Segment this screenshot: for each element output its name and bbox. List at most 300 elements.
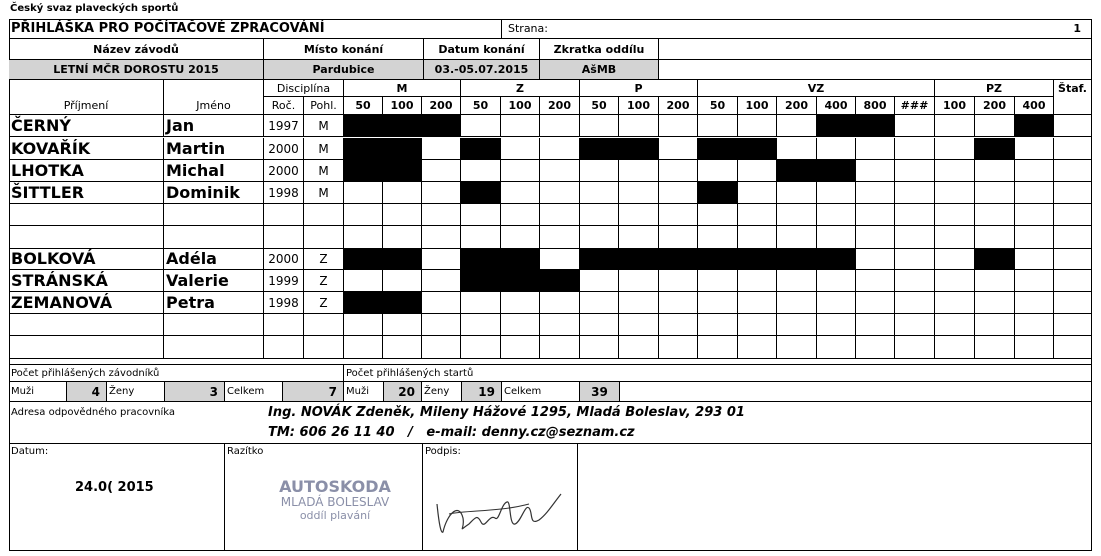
- entry-empty: [422, 314, 461, 336]
- entry-filled: [344, 115, 383, 137]
- entry-empty: [1015, 336, 1054, 359]
- entry-empty: [659, 138, 698, 160]
- entry-empty: [975, 182, 1015, 204]
- entry-empty: [856, 138, 895, 160]
- entry-empty: [895, 226, 935, 249]
- entry-empty: [975, 226, 1015, 249]
- sex-cell: Z: [304, 292, 344, 314]
- sex-cell: M: [304, 160, 344, 182]
- distance-header: 50: [698, 97, 738, 115]
- relay-subheader: [1054, 97, 1092, 115]
- year-cell: 2000: [264, 138, 304, 160]
- entry-empty: [659, 292, 698, 314]
- relay-cell: [1054, 292, 1092, 314]
- competitors-count-label: Počet přihlášených závodníků: [9, 365, 344, 382]
- entry-empty: [344, 204, 383, 226]
- relay-cell: [1054, 314, 1092, 336]
- total-label: Celkem: [502, 382, 580, 402]
- year-cell: 2000: [264, 160, 304, 182]
- entry-filled: [501, 248, 540, 270]
- page-value: 1: [1073, 22, 1081, 35]
- entry-filled: [777, 248, 817, 270]
- relay-cell: [1054, 115, 1092, 137]
- entry-empty: [698, 115, 738, 137]
- relay-cell: [1054, 182, 1092, 204]
- distance-header: 100: [935, 97, 975, 115]
- entry-empty: [975, 336, 1015, 359]
- relay-cell: [1054, 160, 1092, 182]
- distance-header: 100: [738, 97, 777, 115]
- women-competitors-value: 3: [165, 382, 225, 402]
- entry-empty: [540, 204, 580, 226]
- surname-cell: [9, 204, 164, 226]
- distance-header: 100: [383, 97, 422, 115]
- entry-empty: [698, 226, 738, 249]
- surname-cell: LHOTKA: [9, 160, 164, 182]
- entry-empty: [383, 314, 422, 336]
- entry-empty: [383, 336, 422, 359]
- entry-empty: [422, 292, 461, 314]
- entry-empty: [738, 182, 777, 204]
- entry-empty: [422, 204, 461, 226]
- surname-cell: KOVAŘÍK: [9, 138, 164, 160]
- distance-header: 200: [659, 97, 698, 115]
- club-code-label: Zkratka oddílu: [540, 39, 659, 60]
- entry-empty: [935, 160, 975, 182]
- entry-empty: [856, 292, 895, 314]
- entry-filled: [738, 138, 777, 160]
- relay-cell: [1054, 336, 1092, 359]
- entry-empty: [422, 270, 461, 292]
- entry-empty: [383, 182, 422, 204]
- firstname-cell: Martin: [164, 138, 264, 160]
- entry-empty: [975, 204, 1015, 226]
- entry-empty: [344, 226, 383, 249]
- entry-filled: [659, 248, 698, 270]
- entry-empty: [698, 160, 738, 182]
- entry-filled: [1015, 115, 1054, 137]
- entry-empty: [422, 160, 461, 182]
- sex-cell: [304, 226, 344, 249]
- entry-filled: [738, 248, 777, 270]
- entry-empty: [777, 182, 817, 204]
- surname-cell: [9, 226, 164, 249]
- entry-empty: [619, 115, 659, 137]
- entry-form: [9, 19, 1092, 551]
- signature: [429, 474, 569, 544]
- entry-filled: [580, 248, 619, 270]
- entry-empty: [698, 314, 738, 336]
- relay-cell: [1054, 204, 1092, 226]
- entry-empty: [856, 314, 895, 336]
- entry-empty: [422, 336, 461, 359]
- firstname-cell: Adéla: [164, 248, 264, 270]
- firstname-cell: [164, 314, 264, 336]
- surname-cell: STRÁNSKÁ: [9, 270, 164, 292]
- distance-header: 200: [777, 97, 817, 115]
- entry-empty: [738, 204, 777, 226]
- entry-empty: [501, 160, 540, 182]
- entry-empty: [817, 204, 856, 226]
- entry-filled: [817, 160, 856, 182]
- entry-empty: [461, 292, 501, 314]
- entry-empty: [738, 160, 777, 182]
- entry-empty: [540, 182, 580, 204]
- women-label: Ženy: [422, 382, 462, 402]
- entry-empty: [895, 336, 935, 359]
- entry-empty: [935, 292, 975, 314]
- entry-empty: [895, 138, 935, 160]
- year-cell: [264, 226, 304, 249]
- surname-header-top: [9, 80, 164, 97]
- entry-empty: [895, 292, 935, 314]
- total-competitors-value: 7: [283, 382, 344, 402]
- entry-empty: [975, 314, 1015, 336]
- entry-filled: [817, 248, 856, 270]
- entry-empty: [1015, 226, 1054, 249]
- entry-empty: [422, 226, 461, 249]
- entry-empty: [698, 292, 738, 314]
- entry-filled: [856, 115, 895, 137]
- entry-empty: [975, 270, 1015, 292]
- firstname-cell: Jan: [164, 115, 264, 137]
- group-header-p: P: [580, 80, 698, 97]
- entry-empty: [935, 314, 975, 336]
- entry-empty: [935, 226, 975, 249]
- entry-empty: [344, 314, 383, 336]
- entry-empty: [659, 115, 698, 137]
- entry-filled: [461, 270, 501, 292]
- entry-empty: [935, 115, 975, 137]
- blank-cell: [659, 39, 1092, 60]
- entry-empty: [777, 138, 817, 160]
- entry-filled: [344, 292, 383, 314]
- entry-empty: [619, 182, 659, 204]
- entry-empty: [975, 160, 1015, 182]
- group-header-vz: VZ: [698, 80, 935, 97]
- entry-filled: [698, 182, 738, 204]
- relay-cell: [1054, 248, 1092, 270]
- entry-empty: [659, 226, 698, 249]
- surname-header: Příjmení: [9, 97, 164, 115]
- entry-empty: [580, 115, 619, 137]
- entry-empty: [461, 160, 501, 182]
- men-starts-value: 20: [384, 382, 422, 402]
- event-date-value: 03.-05.07.2015: [424, 60, 540, 80]
- distance-header: 200: [422, 97, 461, 115]
- entry-empty: [1015, 160, 1054, 182]
- firstname-cell: [164, 336, 264, 359]
- entry-empty: [817, 270, 856, 292]
- entry-empty: [935, 182, 975, 204]
- sex-cell: Z: [304, 270, 344, 292]
- entry-filled: [383, 248, 422, 270]
- entry-filled: [580, 138, 619, 160]
- distance-header: 200: [975, 97, 1015, 115]
- entry-empty: [422, 138, 461, 160]
- entry-empty: [895, 115, 935, 137]
- relay-cell: [1054, 138, 1092, 160]
- event-name-value: LETNÍ MČR DOROSTU 2015: [9, 60, 264, 80]
- entry-empty: [856, 270, 895, 292]
- entry-empty: [895, 248, 935, 270]
- group-header-pz: PZ: [935, 80, 1054, 97]
- entry-empty: [619, 314, 659, 336]
- entry-empty: [461, 226, 501, 249]
- entry-empty: [777, 226, 817, 249]
- entry-empty: [777, 336, 817, 359]
- entry-empty: [698, 336, 738, 359]
- entry-empty: [659, 182, 698, 204]
- entry-empty: [501, 292, 540, 314]
- distance-header: 50: [461, 97, 501, 115]
- entry-empty: [895, 160, 935, 182]
- event-name-label: Název závodů: [9, 39, 264, 60]
- discipline-header: Disciplína: [264, 80, 344, 97]
- entry-empty: [817, 336, 856, 359]
- entry-filled: [461, 248, 501, 270]
- entry-empty: [501, 226, 540, 249]
- entry-empty: [935, 336, 975, 359]
- entry-empty: [738, 314, 777, 336]
- firstname-cell: Michal: [164, 160, 264, 182]
- relay-cell: [1054, 270, 1092, 292]
- entry-empty: [540, 160, 580, 182]
- entry-empty: [383, 270, 422, 292]
- event-place-label: Místo konání: [264, 39, 424, 60]
- date-label: Datum:: [9, 444, 225, 551]
- entry-filled: [698, 138, 738, 160]
- entry-empty: [501, 138, 540, 160]
- entry-filled: [461, 182, 501, 204]
- entry-filled: [619, 138, 659, 160]
- club-stamp: [255, 478, 415, 523]
- date-value: 24.0( 2015: [75, 480, 154, 495]
- firstname-header: Jméno: [164, 97, 264, 115]
- event-date-label: Datum konání: [424, 39, 540, 60]
- entry-filled: [422, 115, 461, 137]
- entry-filled: [344, 248, 383, 270]
- year-cell: [264, 204, 304, 226]
- entry-empty: [1015, 248, 1054, 270]
- entry-empty: [738, 292, 777, 314]
- entry-empty: [383, 226, 422, 249]
- distance-header: ###: [895, 97, 935, 115]
- stamp-line: oddíl plavání: [299, 509, 371, 523]
- women-starts-value: 19: [462, 382, 502, 402]
- entry-empty: [1015, 138, 1054, 160]
- entry-empty: [777, 115, 817, 137]
- entry-empty: [935, 138, 975, 160]
- entry-empty: [777, 270, 817, 292]
- entry-filled: [698, 248, 738, 270]
- distance-header: 100: [619, 97, 659, 115]
- year-cell: [264, 314, 304, 336]
- entry-filled: [501, 270, 540, 292]
- entry-empty: [540, 314, 580, 336]
- entry-filled: [975, 138, 1015, 160]
- year-cell: [264, 336, 304, 359]
- entry-filled: [344, 160, 383, 182]
- entry-empty: [580, 182, 619, 204]
- entry-empty: [817, 182, 856, 204]
- firstname-cell: [164, 204, 264, 226]
- group-header-z: Z: [461, 80, 580, 97]
- entry-empty: [580, 204, 619, 226]
- entry-empty: [580, 226, 619, 249]
- entry-filled: [383, 115, 422, 137]
- entry-filled: [383, 138, 422, 160]
- form-title: PŘIHLÁŠKA PRO POČÍTAČOVÉ ZPRACOVÁNÍ: [9, 19, 502, 39]
- entry-empty: [383, 204, 422, 226]
- entry-empty: [935, 204, 975, 226]
- entry-empty: [580, 270, 619, 292]
- entry-empty: [659, 336, 698, 359]
- entry-empty: [461, 314, 501, 336]
- entry-empty: [501, 314, 540, 336]
- total-label: Celkem: [225, 382, 283, 402]
- entry-empty: [619, 336, 659, 359]
- distance-header: 400: [1015, 97, 1054, 115]
- entry-empty: [975, 115, 1015, 137]
- distance-header: 100: [501, 97, 540, 115]
- entry-empty: [461, 115, 501, 137]
- entry-empty: [540, 138, 580, 160]
- sex-cell: M: [304, 115, 344, 137]
- relay-cell: [1054, 226, 1092, 249]
- entry-empty: [935, 270, 975, 292]
- entry-empty: [1015, 314, 1054, 336]
- page-number-label: [502, 19, 1092, 39]
- club-code-value: AšMB: [540, 60, 659, 80]
- entry-empty: [817, 226, 856, 249]
- entry-empty: [777, 292, 817, 314]
- sex-header: Pohl.: [304, 97, 344, 115]
- entry-empty: [895, 204, 935, 226]
- entry-empty: [540, 336, 580, 359]
- entry-empty: [659, 160, 698, 182]
- entry-empty: [540, 115, 580, 137]
- firstname-cell: Petra: [164, 292, 264, 314]
- entry-empty: [856, 336, 895, 359]
- entry-empty: [422, 182, 461, 204]
- surname-cell: ZEMANOVÁ: [9, 292, 164, 314]
- surname-cell: ŠITTLER: [9, 182, 164, 204]
- entry-empty: [501, 336, 540, 359]
- entry-filled: [817, 115, 856, 137]
- entry-empty: [817, 138, 856, 160]
- organization-name: Český svaz plaveckých sportů: [10, 3, 179, 14]
- group-header-m: M: [344, 80, 461, 97]
- sex-cell: [304, 314, 344, 336]
- entry-empty: [856, 160, 895, 182]
- distance-header: 50: [580, 97, 619, 115]
- contact-label: Adresa odpovědného pracovníka: [11, 407, 176, 418]
- entry-empty: [856, 248, 895, 270]
- contact-address: Ing. NOVÁK Zdeněk, Mileny Hážové 1295, Mladá Boleslav, 293 01: [268, 405, 745, 420]
- starts-count-label: Počet přihlášených startů: [344, 365, 1092, 382]
- signature-stroke: [449, 504, 529, 514]
- event-place-value: Pardubice: [264, 60, 424, 80]
- entry-empty: [738, 336, 777, 359]
- entry-empty: [540, 226, 580, 249]
- year-cell: 1997: [264, 115, 304, 137]
- distance-header: 200: [540, 97, 580, 115]
- entry-empty: [777, 314, 817, 336]
- blank-cell: [659, 60, 1092, 80]
- entry-empty: [856, 204, 895, 226]
- entry-empty: [461, 336, 501, 359]
- entry-empty: [1015, 270, 1054, 292]
- year-header: Roč.: [264, 97, 304, 115]
- entry-empty: [1015, 182, 1054, 204]
- signature-label: Podpis:: [423, 444, 578, 551]
- surname-cell: [9, 314, 164, 336]
- relay-header: Štaf.: [1054, 80, 1092, 97]
- entry-empty: [580, 336, 619, 359]
- entry-filled: [383, 292, 422, 314]
- entry-empty: [540, 292, 580, 314]
- entry-empty: [856, 182, 895, 204]
- entry-empty: [501, 204, 540, 226]
- entry-empty: [422, 248, 461, 270]
- entry-empty: [619, 270, 659, 292]
- blank-cell: [620, 382, 1092, 402]
- entry-empty: [344, 270, 383, 292]
- entry-empty: [698, 270, 738, 292]
- entry-filled: [975, 248, 1015, 270]
- sex-cell: M: [304, 182, 344, 204]
- entry-empty: [619, 226, 659, 249]
- stamp-label: Razítko: [225, 444, 423, 551]
- entry-filled: [540, 270, 580, 292]
- entry-empty: [659, 270, 698, 292]
- firstname-cell: Valerie: [164, 270, 264, 292]
- sex-cell: M: [304, 138, 344, 160]
- men-competitors-value: 4: [67, 382, 107, 402]
- blank-cell: [578, 444, 1092, 551]
- entry-empty: [619, 292, 659, 314]
- total-starts-value: 39: [580, 382, 620, 402]
- surname-cell: ČERNÝ: [9, 115, 164, 137]
- entry-empty: [619, 160, 659, 182]
- entry-empty: [817, 292, 856, 314]
- entry-empty: [777, 204, 817, 226]
- men-label: Muži: [9, 382, 67, 402]
- entry-empty: [856, 226, 895, 249]
- entry-empty: [935, 248, 975, 270]
- entry-empty: [738, 270, 777, 292]
- entry-empty: [975, 292, 1015, 314]
- entry-empty: [895, 270, 935, 292]
- stamp-line: MLADÁ BOLESLAV: [280, 495, 390, 510]
- entry-empty: [580, 160, 619, 182]
- entry-empty: [738, 226, 777, 249]
- entry-empty: [659, 314, 698, 336]
- entry-empty: [895, 314, 935, 336]
- sex-cell: [304, 336, 344, 359]
- entry-filled: [777, 160, 817, 182]
- entry-empty: [344, 182, 383, 204]
- entry-filled: [461, 138, 501, 160]
- entry-empty: [698, 204, 738, 226]
- entry-empty: [501, 182, 540, 204]
- sex-cell: Z: [304, 248, 344, 270]
- surname-cell: [9, 336, 164, 359]
- year-cell: 1998: [264, 292, 304, 314]
- year-cell: 2000: [264, 248, 304, 270]
- distance-header: 50: [344, 97, 383, 115]
